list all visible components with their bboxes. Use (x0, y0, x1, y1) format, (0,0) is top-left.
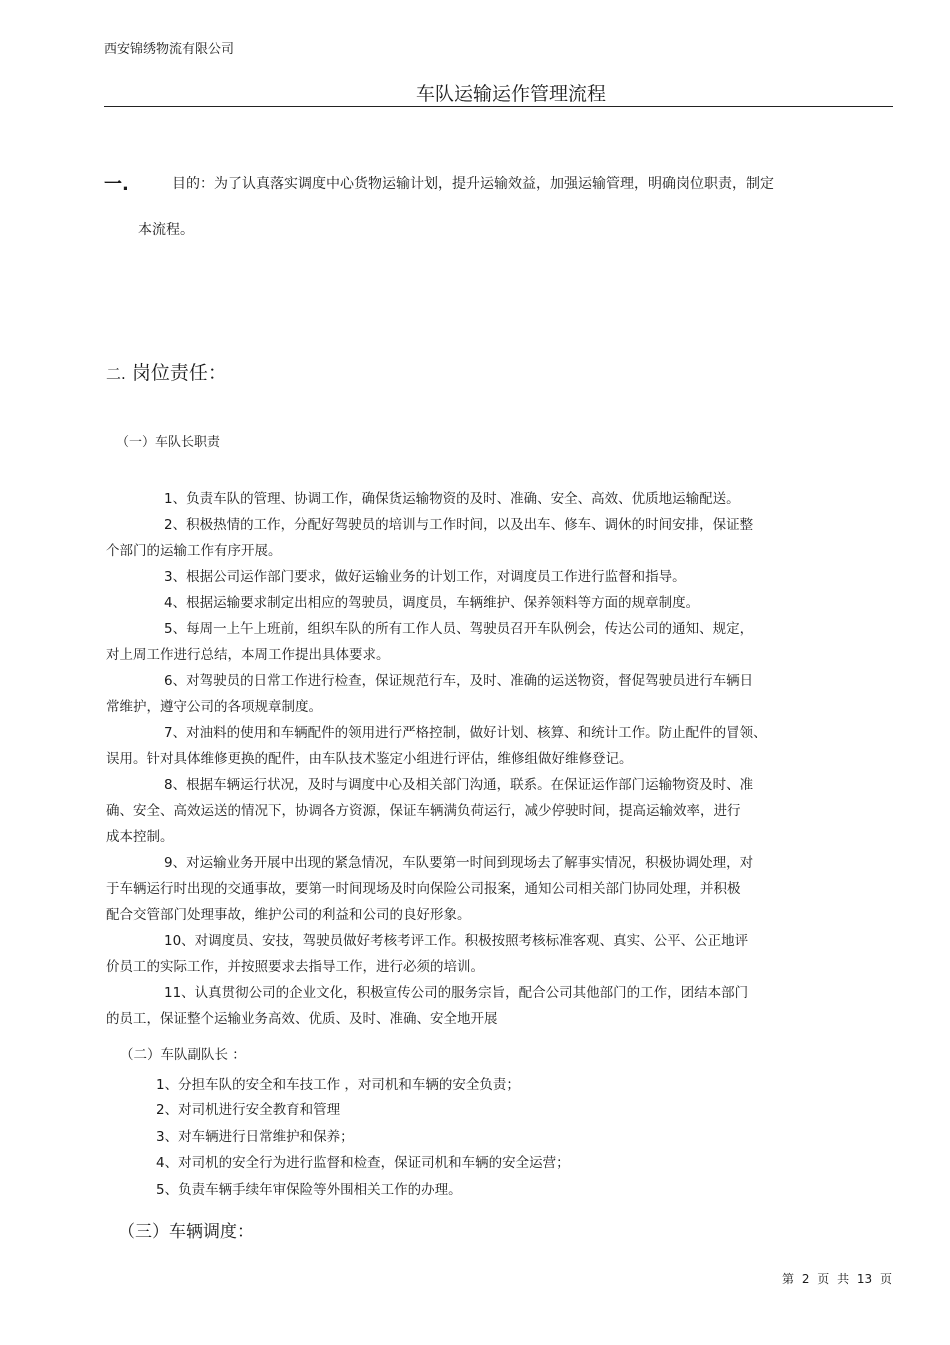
list-item: 3、根据公司运作部门要求，做好运输业务的计划工作，对调度员工作进行监督和指导。 (164, 569, 686, 585)
list-item-continuation: 对上周工作进行总结，本周工作提出具体要求。 (106, 647, 390, 663)
list-item-continuation: 误用。针对具体维修更换的配件，由车队技术鉴定小组进行评估，维修组做好维修登记。 (106, 751, 633, 767)
list-item: 4、根据运输要求制定出相应的驾驶员，调度员，车辆维护、保养领料等方面的规章制度。 (164, 595, 700, 611)
header-divider (104, 106, 893, 107)
list-item: 10、对调度员、安技，驾驶员做好考核考评工作。积极按照考核标准客观、真实、公平、公正地评 (164, 933, 749, 949)
list-item: 4、对司机的安全行为进行监督和检查，保证司机和车辆的安全运营； (156, 1155, 570, 1171)
list-item: 11、认真贯彻公司的企业文化，积极宣传公司的服务宗旨，配合公司其他部门的工作，团结本部门 (164, 985, 749, 1001)
section2-number: 二. (106, 365, 126, 383)
section1-continuation: 本流程。 (138, 222, 194, 238)
list-item: 5、每周一上午上班前，组织车队的所有工作人员、驾驶员召开车队例会，传达公司的通知、规定， (164, 621, 754, 637)
list-item-continuation: 个部门的运输工作有序开展。 (106, 543, 282, 559)
subsection3-heading: （三）车辆调度： (118, 1222, 254, 1242)
list-item: 2、对司机进行安全教育和管理 (156, 1102, 341, 1118)
list-item-continuation: 配合交管部门处理事故，维护公司的利益和公司的良好形象。 (106, 907, 471, 923)
document-title: 车队运输运作管理流程 (415, 83, 606, 105)
subsection1-heading: （一）车队长职责 (116, 435, 221, 450)
list-item: 8、根据车辆运行状况，及时与调度中心及相关部门沟通，联系。在保证运作部门运输物资及时、准 (164, 777, 754, 793)
list-item: 9、对运输业务开展中出现的紧急情况，车队要第一时间到现场去了解事实情况，积极协调处理，对 (164, 855, 754, 871)
subsection2-heading: （二）车队副队长 ： (120, 1047, 246, 1063)
section1-number: 一. (104, 174, 129, 195)
list-item: 6、对驾驶员的日常工作进行检查，保证规范行车，及时、准确的运送物资，督促驾驶员进行车辆日 (164, 673, 754, 689)
section1-text: 目的：为了认真落实调度中心货物运输计划，提升运输效益，加强运输管理，明确岗位职责，制定 (172, 176, 774, 192)
list-item-continuation: 价员工的实际工作，并按照要求去指导工作，进行必须的培训。 (106, 959, 484, 975)
list-item-continuation: 的员工，保证整个运输业务高效、优质、及时、准确、安全地开展 (106, 1011, 498, 1027)
list-item-continuation: 常维护，遵守公司的各项规章制度。 (106, 699, 322, 715)
list-item: 7、对油料的使用和车辆配件的领用进行严格控制，做好计划、核算、和统计工作。防止配件的冒领、 (164, 725, 767, 741)
section2-heading (106, 358, 227, 385)
list-item: 1、负责车队的管理、协调工作，确保货运输物资的及时、准确、安全、高效、优质地运输配送。 (164, 491, 740, 507)
section2-title: 岗位责任： (131, 362, 227, 384)
company-name: 西安锦绣物流有限公司 (104, 42, 235, 57)
list-item: 3、对车辆进行日常维护和保养； (156, 1129, 354, 1145)
list-item: 2、积极热情的工作，分配好驾驶员的培训与工作时间，以及出车、修车、调休的时间安排，保证整 (164, 517, 754, 533)
list-item-continuation: 于车辆运行时出现的交通事故，要第一时间现场及时向保险公司报案，通知公司相关部门协同处理，并积极 (106, 881, 741, 897)
list-item-continuation: 确、安全、高效运送的情况下，协调各方资源，保证车辆满负荷运行，减少停驶时间，提高运输效率，进行 (106, 803, 741, 819)
page-number: 第 2 页 共 13 页 (782, 1272, 892, 1286)
list-item-continuation: 成本控制。 (106, 829, 174, 845)
list-item: 5、负责车辆手续年审保险等外围相关工作的办理。 (156, 1182, 462, 1198)
list-item: 1、分担车队的安全和车技工作 ，对司机和车辆的安全负责； (156, 1077, 520, 1093)
